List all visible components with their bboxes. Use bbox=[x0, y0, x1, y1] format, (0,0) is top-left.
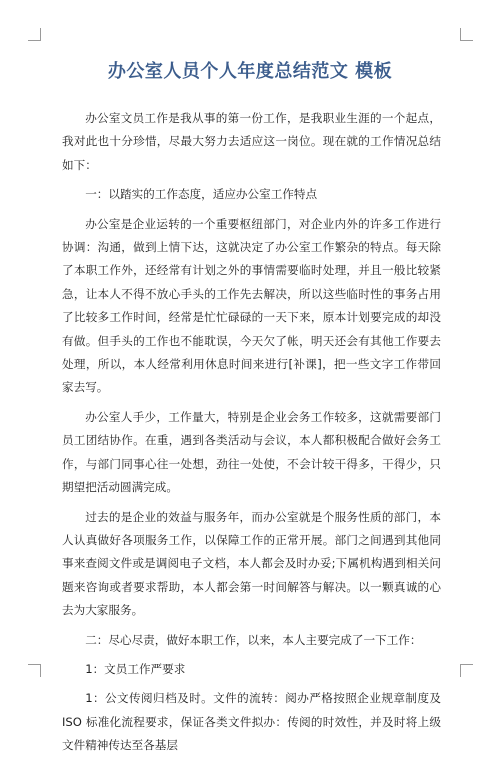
paragraph: 办公室人手少，工作量大，特别是企业会务工作较多，这就需要部门员工团结协作。在重，遇到各类活动与会议，本人都积极配合做好会务工作，与部门同事心往一处想，劲往一处使，不会计较干得多，干得少，只期望把活动圆满完成。 bbox=[62, 409, 441, 495]
paragraph: 1：公文传阅归档及时。文件的流转：阅办严格按照企业规章制度及 ISO 标准化流程要求，保证各类文件拟办：传阅的时效性，并及时将上级文件精神传达至各基层 bbox=[62, 691, 441, 753]
section-heading-1: 一：以踏实的工作态度，适应办公室工作特点 bbox=[85, 187, 318, 202]
crop-mark-top-left bbox=[28, 28, 41, 41]
paragraph: 过去的是企业的效益与服务年，而办公室就是个服务性质的部门，本人认真做好各项服务工作，以保障工作的正常开展。部门之间遇到其他同事来查阅文件或是调阅电子文档，本人都会及时办妥;下属机构遇到相关问题来咨询或者要求帮助，本人都会第一时间解答与解决。以一颗真诚的心去为大家服务。 bbox=[62, 509, 441, 618]
paragraph: 办公室是企业运转的一个重要枢纽部门，对企业内外的许多工作进行协调：沟通，做到上情下达，这就决定了办公室工作繁杂的特点。每天除了本职工作外，还经常有计划之外的事情需要临时处理，并且一般比较紧急，让本人不得不放心手头的工作先去解决，所以这些临时性的事务占用了比较多工作时间，经常是忙忙碌碌的一天下来，原本计划要完成的却没有做。但手头的工作也不能耽误，今天欠了帐，明天还会有其他工作要去处理，所以，本人经常利用休息时间来进行[补课]，把一些文字工作带回家去写。 bbox=[62, 216, 441, 395]
crop-mark-bottom-right bbox=[460, 664, 473, 677]
crop-mark-bottom-left bbox=[28, 664, 41, 677]
subsection-heading: 1：文员工作严要求 bbox=[85, 661, 186, 676]
paragraph-intro: 办公室文员工作是我从事的第一份工作，是我职业生涯的一个起点，我对此也十分珍惜，尽最大努力去适应这一岗位。现在就的工作情况总结如下： bbox=[62, 111, 441, 172]
document-title: 办公室人员个人年度总结范文 模板 bbox=[107, 61, 393, 82]
crop-mark-top-right bbox=[460, 28, 473, 41]
section-heading-2: 二：尽心尽责，做好本职工作，以来，本人主要完成了一下工作： bbox=[85, 632, 422, 647]
document-body bbox=[62, 107, 441, 764]
